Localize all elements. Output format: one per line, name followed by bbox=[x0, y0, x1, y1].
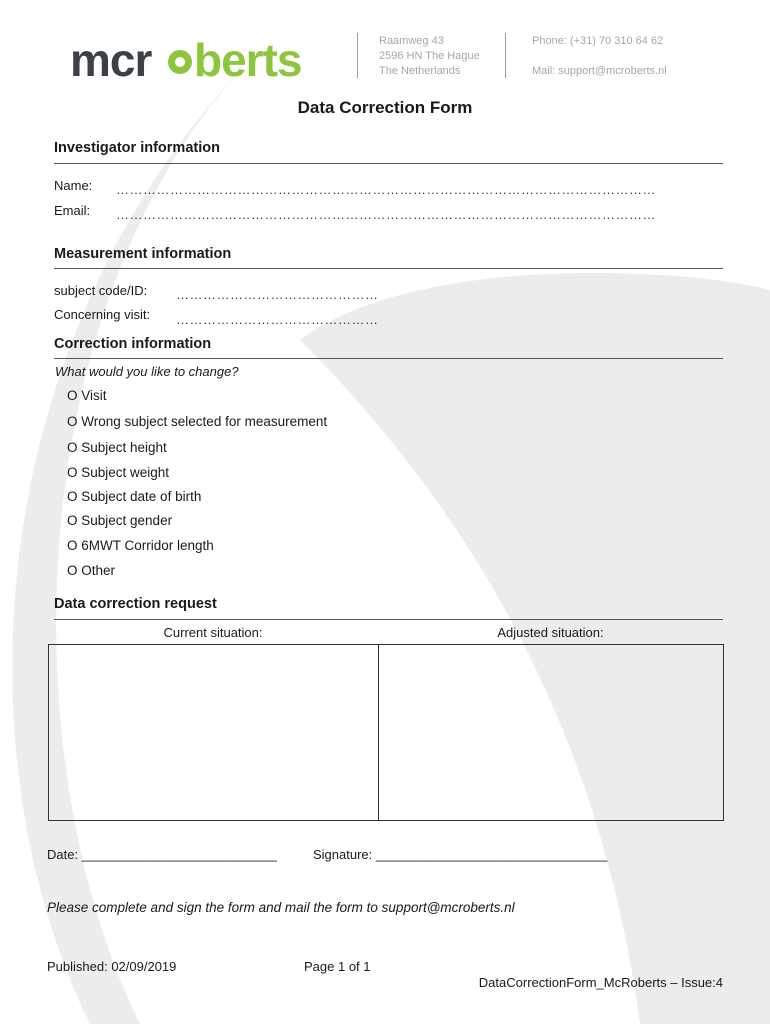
phone-number: Phone: (+31) 70 310 64 62 bbox=[532, 35, 664, 47]
option-visit[interactable]: O Visit bbox=[67, 388, 107, 403]
header-divider-1 bbox=[357, 33, 358, 78]
option-other[interactable]: O Other bbox=[67, 563, 116, 578]
page-number: Page 1 of 1 bbox=[304, 959, 371, 974]
section-rule bbox=[54, 163, 723, 164]
name-label: Name: bbox=[54, 178, 93, 193]
section-correction: Correction information bbox=[54, 336, 212, 352]
section-request: Data correction request bbox=[54, 596, 217, 612]
email-field[interactable]: ………………………………………………………………………………………………………… bbox=[116, 207, 656, 222]
adjusted-situation-box[interactable] bbox=[378, 644, 724, 821]
section-investigator: Investigator information bbox=[54, 140, 220, 156]
change-question: What would you like to change? bbox=[55, 364, 239, 379]
adjusted-situation-label: Adjusted situation: bbox=[497, 625, 604, 640]
document-id: DataCorrectionForm_McRoberts – Issue:4 bbox=[478, 975, 723, 990]
form-title: Data Correction Form bbox=[297, 98, 473, 117]
subject-code-field[interactable]: ……………………………………… bbox=[176, 287, 379, 302]
section-measurement: Measurement information bbox=[54, 246, 232, 262]
visit-label: Concerning visit: bbox=[54, 307, 151, 322]
section-rule bbox=[54, 268, 723, 269]
address-street: Raamweg 43 bbox=[379, 35, 444, 47]
signature-line[interactable]: Signature: ________________________________ bbox=[313, 847, 608, 862]
subject-code-label: subject code/ID: bbox=[54, 283, 148, 298]
instruction-text: Please complete and sign the form and mail the form to support@mcroberts.nl bbox=[47, 900, 515, 915]
address-country: The Netherlands bbox=[379, 65, 461, 77]
option-subject-weight[interactable]: O Subject weight bbox=[67, 465, 170, 480]
email-label: Email: bbox=[54, 203, 91, 218]
option-subject-height[interactable]: O Subject height bbox=[67, 440, 167, 455]
current-situation-box[interactable] bbox=[48, 644, 379, 821]
header-divider-2 bbox=[505, 33, 506, 78]
section-rule bbox=[54, 358, 723, 359]
svg-text:mcr: mcr bbox=[70, 38, 152, 84]
address-block bbox=[379, 34, 480, 79]
option-corridor-length[interactable]: O 6MWT Corridor length bbox=[67, 538, 214, 553]
option-date-of-birth[interactable]: O Subject date of birth bbox=[67, 489, 202, 504]
mail-address[interactable]: Mail: support@mcroberts.nl bbox=[532, 65, 667, 77]
visit-field[interactable]: ……………………………………… bbox=[176, 312, 379, 327]
date-line[interactable]: Date: ___________________________ bbox=[47, 847, 277, 862]
option-subject-gender[interactable]: O Subject gender bbox=[67, 513, 173, 528]
mcroberts-logo bbox=[70, 38, 348, 84]
option-wrong-subject[interactable]: O Wrong subject selected for measurement bbox=[67, 414, 328, 429]
address-city: 2596 HN The Hague bbox=[379, 50, 480, 62]
section-rule bbox=[54, 619, 723, 620]
published-date: Published: 02/09/2019 bbox=[47, 959, 177, 974]
current-situation-label: Current situation: bbox=[163, 625, 263, 640]
svg-text:berts: berts bbox=[194, 38, 302, 84]
name-field[interactable]: ………………………………………………………………………………………………………… bbox=[116, 182, 656, 197]
